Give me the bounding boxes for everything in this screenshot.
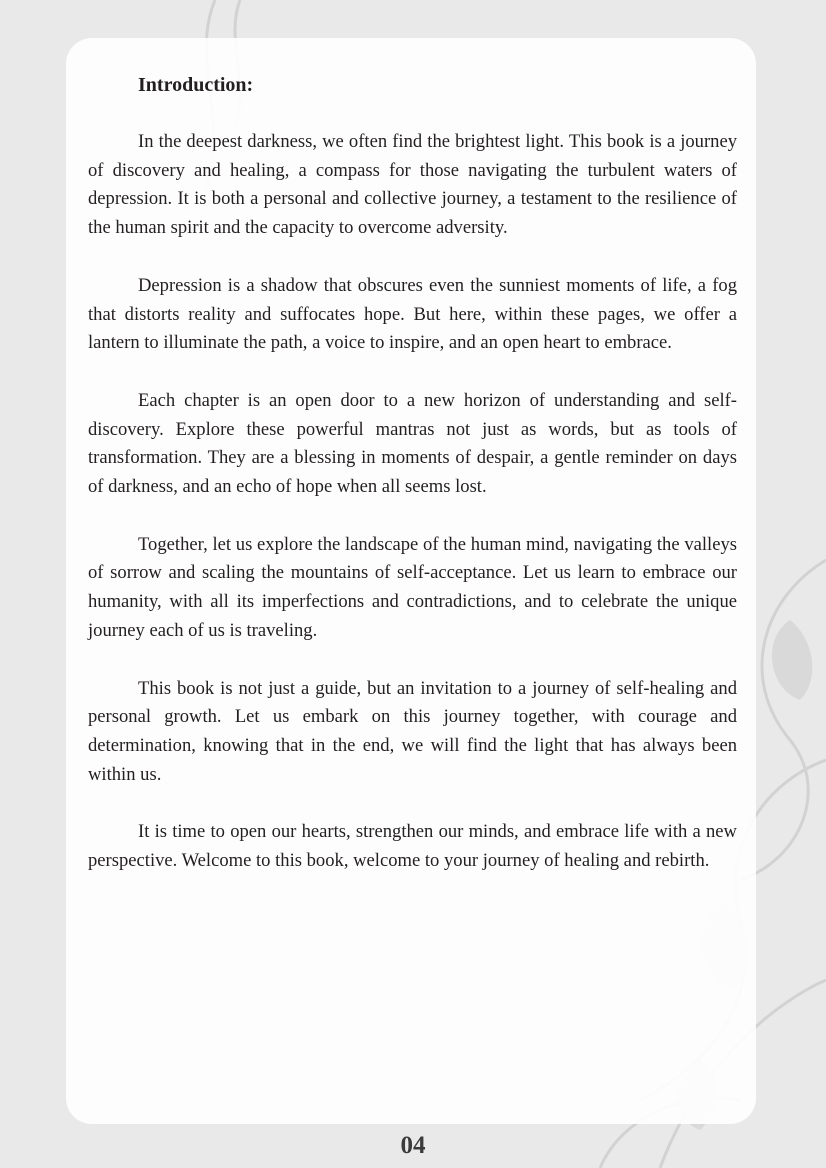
body-paragraph-1: In the deepest darkness, we often find the brightest light. This book is a journey of discovery and healing, a compass for those navigating the turbulent waters of depression. It is both a personal and collective journey, a testament to the resilience of the human spirit and the capacity to overcome adversity. [88, 131, 737, 239]
page-number: 04 [400, 1132, 426, 1159]
body-paragraph-4: Together, let us explore the landscape of the human mind, navigating the valleys of sorrow and scaling the mountains of self-acceptance. Let us learn to embrace our humanity, with all its imperfections and contradictions, and to celebrate the unique journey each of us is traveling. [88, 533, 737, 641]
body-paragraph-2: Depression is a shadow that obscures even the sunniest moments of life, a fog that distorts reality and suffocates hope. But here, within these pages, we offer a lantern to illuminate the path, a voice to inspire, and an open heart to embrace. [88, 274, 737, 354]
body-paragraph-6: It is time to open our hearts, strengthen our minds, and embrace life with a new perspective. Welcome to this book, welcome to your journey of healing and rebirth. [88, 821, 737, 872]
body-paragraph-3: Each chapter is an open door to a new horizon of understanding and self-discovery. Explore these powerful mantras not just as words, but as tools of transformation. They are a blessing in moments of despair, a gentle reminder on days of darkness, and an echo of hope when all seems lost. [88, 389, 737, 498]
body-paragraph-5: This book is not just a guide, but an invitation to a journey of self-healing and personal growth. Let us embark on this journey together, with courage and determination, knowing that in the end, we will find the light that has always been within us. [88, 677, 737, 785]
page-content [88, 72, 737, 905]
page-title: Introduction: [138, 74, 254, 96]
